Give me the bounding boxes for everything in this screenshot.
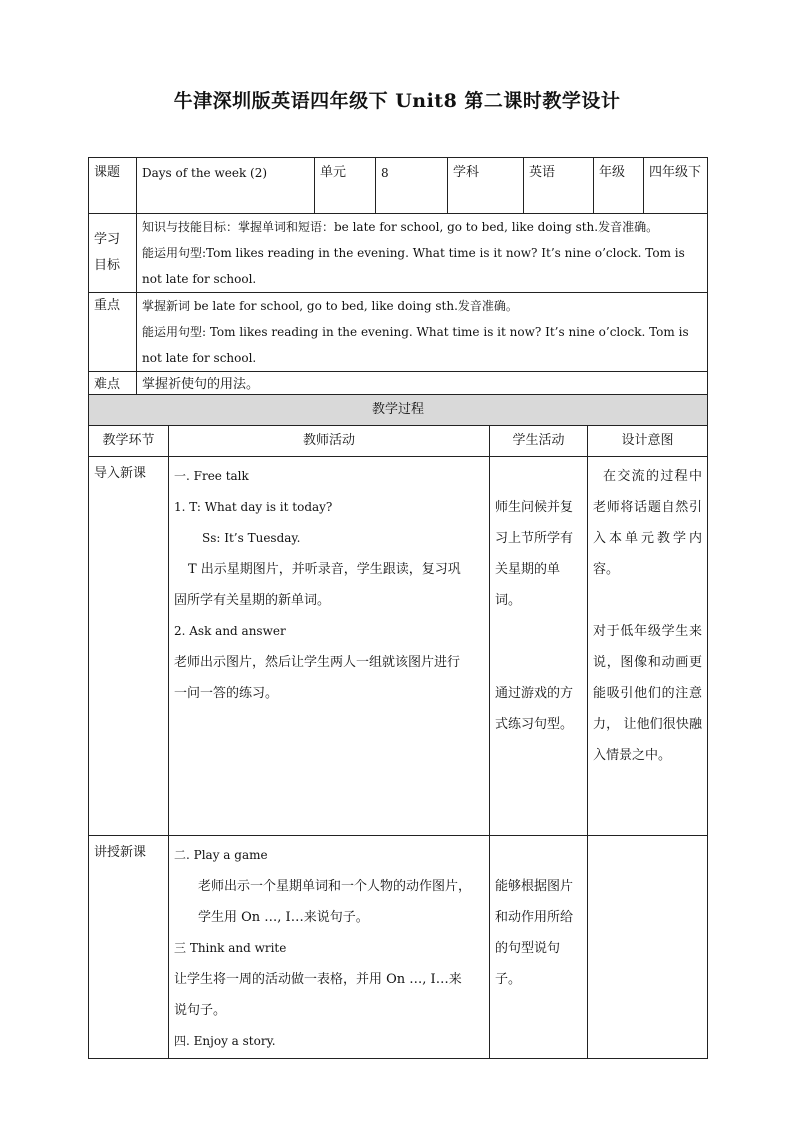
subject-label: 学科 xyxy=(448,158,524,214)
student-line: 能够根据图片 xyxy=(495,879,574,894)
teaching-process-table xyxy=(88,394,708,1059)
difficulty-label: 难点 xyxy=(89,372,137,399)
teacher-line: 学生用 On …, I…来说句子。 xyxy=(198,910,369,925)
purpose-intro xyxy=(588,457,708,836)
teacher-line: 固所学有关星期的新单词。 xyxy=(174,593,331,608)
teacher-line: 二. Play a game xyxy=(174,848,268,862)
student-line: 式练习句型。 xyxy=(495,717,574,732)
grade-value: 四年级下 xyxy=(644,158,708,214)
key-points-line: 掌握新词 be late for school, go to bed, like doing sth.发音准确。 xyxy=(142,299,518,313)
unit-value: 8 xyxy=(376,158,448,214)
student-line: 通过游戏的方 xyxy=(495,686,574,701)
student-activity-new xyxy=(490,836,588,1059)
process-row-new xyxy=(89,836,708,1059)
difficulty-text: 掌握祈使句的用法。 xyxy=(137,372,708,399)
topic-value: Days of the week (2) xyxy=(137,158,315,214)
process-row-intro xyxy=(89,457,708,836)
document-title: 牛津深圳版英语四年级下 Unit8 第二课时教学设计 xyxy=(173,90,621,112)
process-section-header xyxy=(89,395,708,426)
stage-intro: 导入新课 xyxy=(89,457,169,836)
topic-label: 课题 xyxy=(89,158,137,214)
key-points-line: 能运用句型: Tom likes reading in the evening. What time is it now? It’s nine o’clock. Tom is not late for school. xyxy=(142,325,689,365)
student-line: 关星期的单词。 xyxy=(495,562,561,608)
teacher-line: 老师出示图片，然后让学生两人一组就该图片进行 xyxy=(174,655,461,670)
column-header-student: 学生活动 xyxy=(490,426,588,457)
stage-new: 讲授新课 xyxy=(89,836,169,1059)
process-column-headers xyxy=(89,426,708,457)
teacher-line: 2. Ask and answer xyxy=(174,624,286,638)
key-points-row xyxy=(89,293,708,372)
column-header-teacher: 教师活动 xyxy=(169,426,490,457)
teacher-line: 四. Enjoy a story. xyxy=(174,1034,276,1048)
teacher-line: 老师出示一个星期单词和一个人物的动作图片， xyxy=(198,879,472,894)
student-activity-intro xyxy=(490,457,588,836)
teacher-line: 说句子。 xyxy=(174,1003,227,1018)
teacher-line: 一. Free talk xyxy=(174,469,249,483)
course-info-table xyxy=(88,157,708,399)
purpose-text: 对于低年级学生来说，图像和动画更能吸引他们的注意力， 让他们很快融入情景之中。 xyxy=(593,624,703,763)
teacher-line: Ss: It’s Tuesday. xyxy=(202,531,301,545)
student-line: 习上节所学有 xyxy=(495,531,574,546)
column-header-purpose: 设计意图 xyxy=(588,426,708,457)
column-header-stage: 教学环节 xyxy=(89,426,169,457)
teacher-line: T 出示星期图片，并听录音，学生跟读，复习巩 xyxy=(188,562,461,577)
teacher-line: 一问一答的练习。 xyxy=(174,686,279,701)
goals-line: 知识与技能目标：掌握单词和短语：be late for school, go to bed, like doing sth.发音准确。 xyxy=(142,220,659,234)
goals-row xyxy=(89,214,708,293)
teacher-line: 三 Think and write xyxy=(174,941,287,955)
goals-content xyxy=(137,214,708,293)
info-row xyxy=(89,158,708,214)
goals-label: 学习目标 xyxy=(89,214,137,293)
teacher-line: 1. T: What day is it today? xyxy=(174,500,333,514)
purpose-new xyxy=(588,836,708,1059)
student-line: 师生问候并复 xyxy=(495,500,574,515)
unit-label: 单元 xyxy=(315,158,376,214)
grade-label: 年级 xyxy=(594,158,644,214)
process-section-title: 教学过程 xyxy=(89,395,708,426)
key-points-label: 重点 xyxy=(89,293,137,372)
goals-line: 能运用句型:Tom likes reading in the evening. What time is it now? It’s nine o’clock. Tom is not late for school. xyxy=(142,246,685,286)
teacher-activity-new xyxy=(169,836,490,1059)
student-line: 的句型说句子。 xyxy=(495,941,561,987)
teacher-line: 让学生将一周的活动做一表格，并用 On …, I…来 xyxy=(174,972,462,987)
student-line: 和动作用所给 xyxy=(495,910,574,925)
teacher-activity-intro xyxy=(169,457,490,836)
purpose-text: 在交流的过程中老师将话题自然引入本单元教学内容。 xyxy=(593,469,703,577)
subject-value: 英语 xyxy=(524,158,594,214)
key-points-content xyxy=(137,293,708,372)
